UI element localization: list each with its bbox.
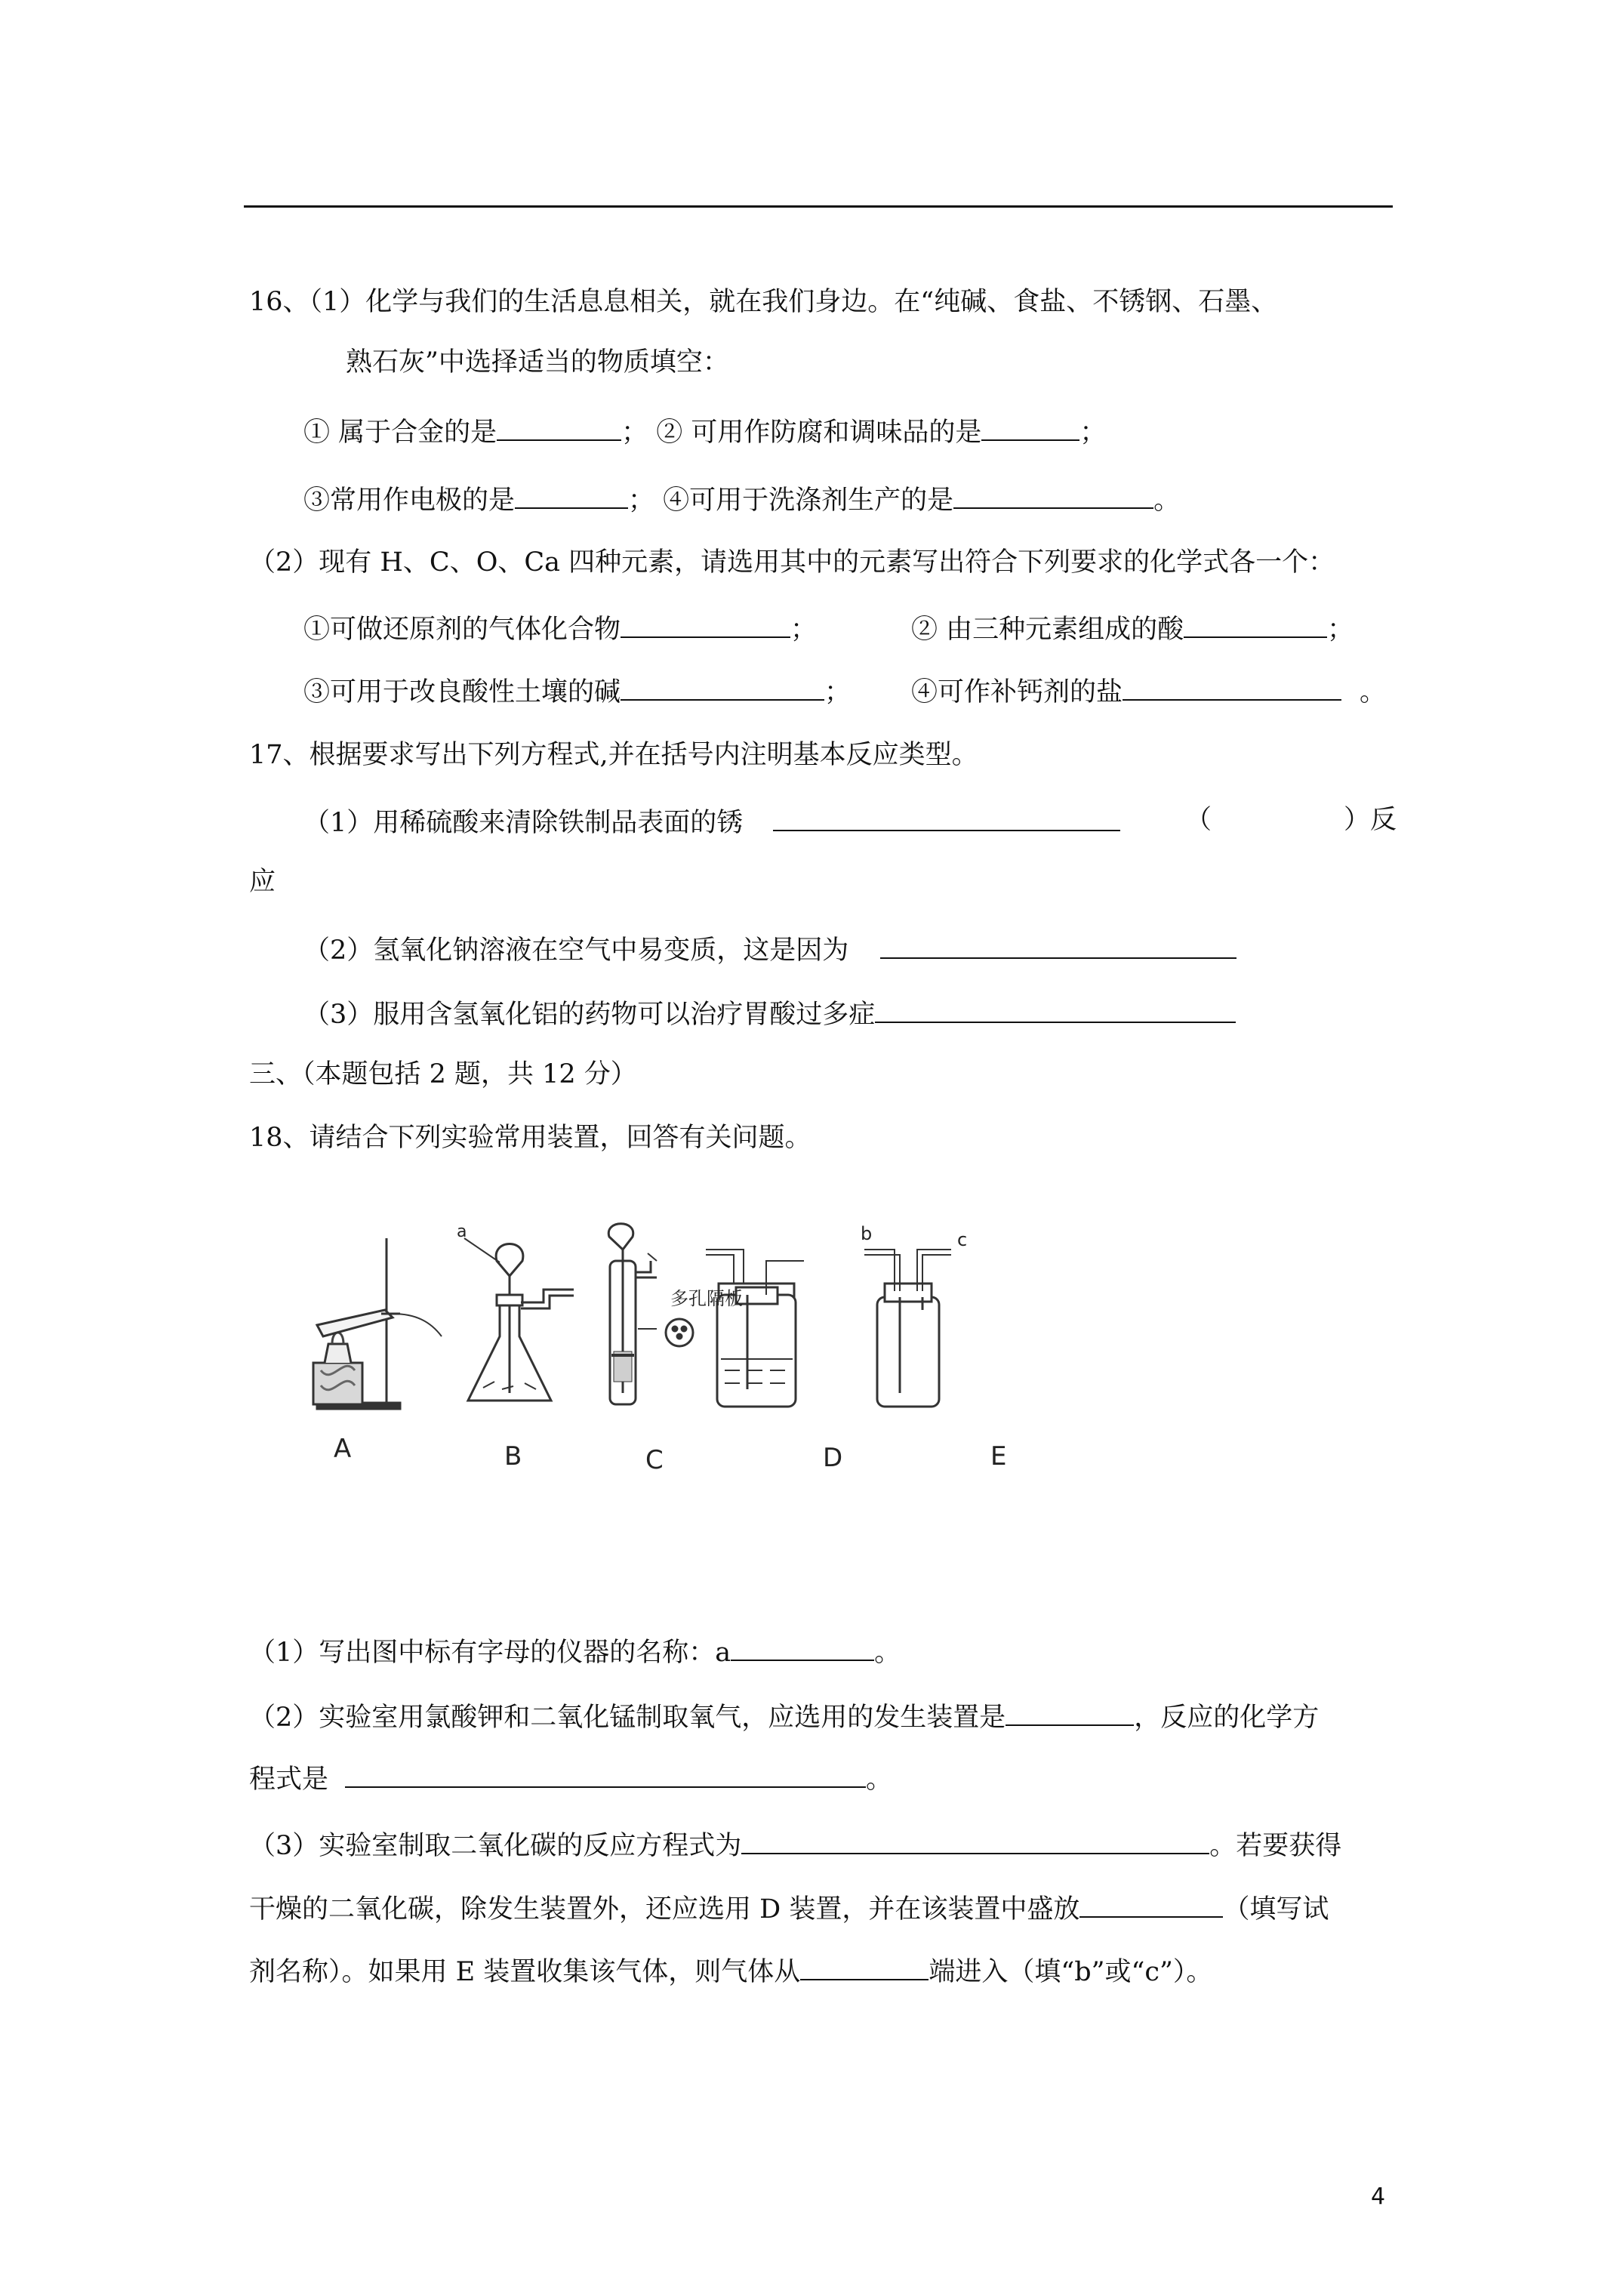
answer-blank[interactable] <box>621 609 790 638</box>
figure-label-a: A <box>334 1434 352 1464</box>
q18-p3-line3: 剂名称）。如果用 E 装置收集该气体，则气体从 端进入（填“b”或“c”）。 <box>249 1952 1212 1989</box>
q16-part2: （2）现有 H、C、O、Ca 四种元素，请选用其中的元素写出符合下列要求的化学式各一个： <box>249 547 1335 578</box>
answer-blank[interactable] <box>731 1632 874 1661</box>
label-b: b <box>861 1223 873 1244</box>
apparatus-b <box>464 1238 574 1401</box>
apparatus-e <box>864 1250 951 1407</box>
answer-blank[interactable] <box>875 994 1236 1023</box>
q18-p1: （1）写出图中标有字母的仪器的名称：a 。 <box>249 1632 901 1670</box>
q17-row2: （2）氢氧化钠溶液在空气中易变质，这是因为 <box>303 930 1236 968</box>
label-c: c <box>957 1229 968 1250</box>
q17-paren-open: （ <box>1185 805 1212 835</box>
answer-blank[interactable] <box>800 1952 929 1980</box>
answer-blank[interactable] <box>741 1826 1209 1854</box>
answer-blank[interactable] <box>1079 1889 1223 1918</box>
answer-blank[interactable] <box>515 480 628 509</box>
q16-line2: 熟石灰”中选择适当的物质填空： <box>346 347 729 378</box>
answer-blank[interactable] <box>1184 609 1327 638</box>
figure-label-c: C <box>645 1445 664 1475</box>
figure-label-d: D <box>823 1443 843 1473</box>
q16-row3-left: ①可做还原剂的气体化合物 ； <box>303 609 817 647</box>
q16-row3-right: ② 由三种元素组成的酸 ； <box>911 609 1354 647</box>
figure-label-e: E <box>990 1441 1007 1472</box>
q18-p2-line2: 程式是 。 <box>249 1759 892 1797</box>
figure-label-b: B <box>504 1441 522 1472</box>
answer-blank[interactable] <box>981 412 1079 441</box>
q18-p3-line1: （3）实验室制取二氧化碳的反应方程式为 。若要获得 <box>249 1826 1341 1863</box>
section-title: 三、（本题包括 2 题，共 12 分） <box>249 1059 637 1089</box>
answer-blank[interactable] <box>953 480 1153 509</box>
q17-title: 17、根据要求写出下列方程式,并在括号内注明基本反应类型。 <box>249 740 978 770</box>
answer-blank[interactable] <box>497 412 621 441</box>
q16-row4-right: ④可作补钙剂的盐 。 <box>911 672 1386 710</box>
q17-wrap: 应 <box>249 867 276 897</box>
page-number: 4 <box>1371 2184 1386 2210</box>
answer-blank[interactable] <box>880 930 1236 959</box>
q16-row2: ③常用作电极的是 ； ④可用于洗涤剂生产的是 。 <box>303 480 1180 518</box>
header-rule <box>244 205 1393 208</box>
apparatus-c <box>608 1224 693 1404</box>
q17-row1: （1）用稀硫酸来清除铁制品表面的锈 <box>303 803 1120 840</box>
answer-blank[interactable] <box>345 1759 866 1788</box>
answer-blank[interactable] <box>621 672 824 701</box>
answer-blank[interactable] <box>1123 672 1341 701</box>
plate-label: 多孔隔板 <box>670 1288 743 1309</box>
answer-blank[interactable] <box>1006 1697 1134 1726</box>
apparatus-a <box>313 1238 442 1409</box>
apparatus-figure <box>302 1208 1117 1480</box>
q17-row3: （3）服用含氢氧化铝的药物可以治疗胃酸过多症 <box>303 994 1236 1032</box>
q16-row1: ① 属于合金的是 ； ② 可用作防腐和调味品的是 ； <box>303 412 1106 450</box>
answer-blank[interactable] <box>773 803 1120 831</box>
label-a: a <box>457 1222 467 1241</box>
q16-row4-left: ③可用于改良酸性土壤的碱 ； <box>303 672 851 710</box>
q18-p3-line2: 干燥的二氧化碳，除发生装置外，还应选用 D 装置，并在该装置中盛放 （填写试 <box>249 1889 1329 1927</box>
apparatus-d <box>706 1250 804 1407</box>
q18-p2-line1: （2）实验室用氯酸钾和二氧化锰制取氧气，应选用的发生装置是 ，反应的化学方 <box>249 1697 1319 1735</box>
q16-line1: 16、（1）化学与我们的生活息息相关，就在我们身边。在“纯碱、食盐、不锈钢、石墨、 <box>249 287 1278 317</box>
q17-paren-close: ）反 <box>1344 805 1397 835</box>
q18-title: 18、请结合下列实验常用装置，回答有关问题。 <box>249 1123 812 1153</box>
